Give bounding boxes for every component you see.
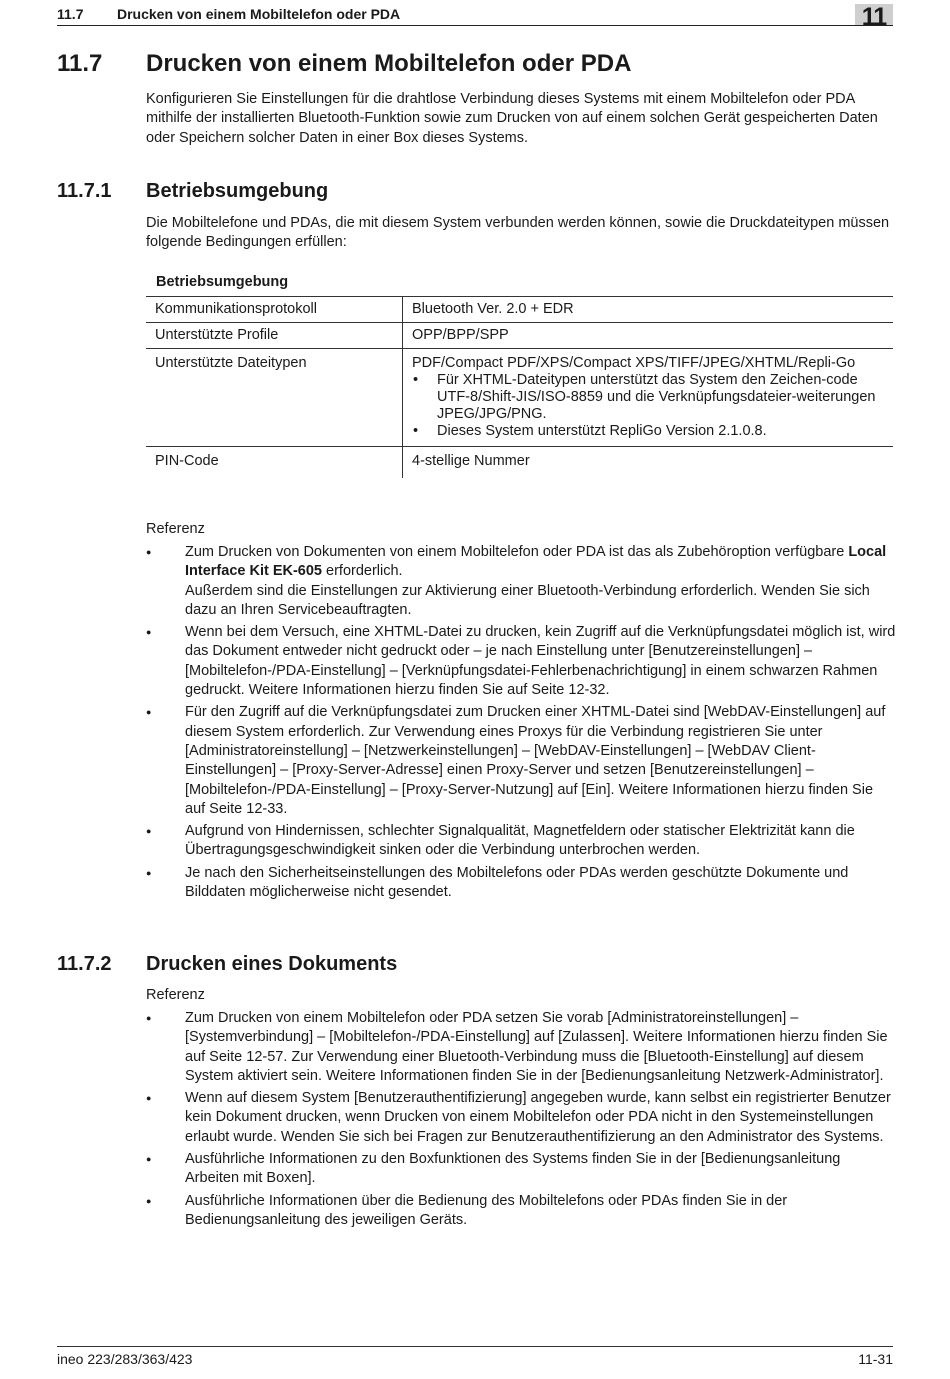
table-cell-label: Unterstützte Dateitypen [146, 349, 403, 447]
list-item [146, 543, 896, 620]
table-cell-value: OPP/BPP/SPP [412, 327, 509, 343]
filetypes-notes [412, 372, 884, 440]
footer-model: ineo 223/283/363/423 [57, 1351, 193, 1367]
page-number: 11-31 [858, 1351, 893, 1367]
environment-table [146, 296, 893, 478]
chapter-badge: 11 [855, 4, 893, 26]
table-cell-label: Kommunikationsprotokoll [146, 297, 403, 323]
reference-label: Referenz [146, 521, 205, 537]
product-name: Local Interface Kit EK-605 [185, 544, 887, 580]
header-divider [57, 25, 893, 26]
list-item-text: erforderlich. [326, 563, 403, 580]
list-item: ● Wenn auf diesem System [Benutzerauthentifizierung] angegeben wurde, kann selbst ein registrierter Benutzer kein Dokument drucken, wenn Drucken von einem Mobiltelefon oder PDA nicht in den Systemeinstellungen erlaubt wurde. Wenden Sie sich bei Fragen zur Benutzerauthentifizierung an den Administrator des Systems. [146, 1089, 896, 1147]
filetypes-text: PDF/Compact PDF/XPS/Compact XPS/TIFF/JPEG/XHTML/Repli-Go [412, 355, 856, 371]
section-title: Drucken von einem Mobiltelefon oder PDA [146, 50, 632, 77]
list-item: ● Ausführliche Informationen über die Bedienung des Mobiltelefons oder PDAs finden Sie in der Bedienungsanleitung des jeweiligen Geräts. [146, 1192, 896, 1231]
list-item-text: Zum Drucken von Dokumenten von einem Mobiltelefon oder PDA ist das als Zubehöroption verfügbare [185, 544, 845, 560]
list-item: ● Je nach den Sicherheitseinstellungen des Mobiltelefons oder PDAs werden geschützte Dokumente und Bilddaten möglicherweise nicht gesendet. [146, 864, 896, 903]
table-row [146, 447, 893, 479]
footer-divider [57, 1346, 893, 1347]
running-header-title: Drucken von einem Mobiltelefon oder PDA [117, 6, 401, 22]
list-item-extra: Außerdem sind die Einstellungen zur Aktivierung einer Bluetooth-Verbindung erforderlich. Wenden Sie sich dazu an Ihren Servicebeauftragten. [185, 582, 870, 618]
reference-list-1 [146, 543, 896, 905]
list-item: ● Zum Drucken von einem Mobiltelefon oder PDA setzen Sie vorab [Administratoreinstellungen] – [Systemverbindung] – [Mobiltelefon-/PDA-Einstellung] auf [Zulassen]. Weitere Informationen hierzu finden Sie auf Seite 12-57. Zur Verwendung einer Bluetooth-Verbindung muss die [Bluetooth-Einstellung] auf diesem System aktiviert sein. Weitere Informationen finden Sie in der [Bedienungsanleitung Netzwerk-Administrator]. [146, 1009, 896, 1086]
subsection-1-intro: Die Mobiltelefone und PDAs, die mit diesem System verbunden werden können, sowie die Druckdateitypen müssen folgende Bedingungen erfüllen: [146, 215, 890, 251]
list-item: ● Ausführliche Informationen zu den Boxfunktionen des Systems finden Sie in der [Bedienungsanleitung Arbeiten mit Boxen]. [146, 1150, 896, 1189]
subsection-2-title: Drucken eines Dokuments [146, 953, 398, 975]
reference-label: Referenz [146, 987, 205, 1003]
section-intro: Konfigurieren Sie Einstellungen für die drahtlose Verbindung dieses Systems mit einem Mobiltelefon oder PDA mithilfe der installierten Bluetooth-Funktion sowie zum Drucken von auf einem solchen Gerät gespeicherten Daten oder Speichern solcher Daten in einer Box dieses Systems. [146, 91, 878, 146]
table-row [146, 323, 893, 349]
table-cell-label: Unterstützte Profile [146, 323, 403, 349]
filetypes-note: • Dieses System unterstützt RepliGo Version 2.1.0.8. [412, 423, 884, 440]
subsection-1-title: Betriebsumgebung [146, 180, 329, 202]
table-cell-value: 4-stellige Nummer [412, 453, 530, 469]
table-title: Betriebsumgebung [156, 274, 289, 290]
reference-list-2 [146, 1009, 896, 1233]
table-cell-value-filetypes [403, 349, 894, 447]
table-row [146, 297, 893, 323]
list-item: ● Für den Zugriff auf die Verknüpfungsdatei zum Drucken einer XHTML-Datei sind [WebDAV-Einstellungen] auf diesem System erforderlich. Zur Verwendung eines Proxys für die Verbindung registrieren Sie unter [Administratoreinstellung] – [Netzwerkeinstellungen] – [WebDAV-Einstellungen] – [WebDAV Client-Einstellungen] – [Proxy-Server-Adresse] einen Proxy-Server und setzen [Benutzereinstellungen] – [Mobiltelefon-/PDA-Einstellung] – [Proxy-Server-Nutzung] auf [Ein]. Weitere Informationen hierzu finden Sie auf Seite 12-33. [146, 703, 896, 819]
table-cell-label: PIN-Code [146, 447, 403, 479]
section-number: 11.7 [57, 50, 103, 77]
list-item: ● Aufgrund von Hindernissen, schlechter Signalqualität, Magnetfeldern oder statischer Elektrizität kann die Übertragungsgeschwindigkeit sinken oder die Verbindung unterbrochen werden. [146, 822, 896, 861]
list-item: ● Wenn bei dem Versuch, eine XHTML-Datei zu drucken, kein Zugriff auf die Verknüpfungsdatei möglich ist, wird das Dokument entweder nicht gedruckt oder – je nach Einstellung unter [Benutzereinstellungen] – [Mobiltelefon-/PDA-Einstellung] – [Verknüpfungsdatei-Fehlerbenachrichtigung] in einem schwarzen Rahmen gedruckt. Weitere Informationen hierzu finden Sie auf Seite 12-32. [146, 623, 896, 700]
subsection-2-number: 11.7.2 [57, 953, 112, 975]
table-row [146, 349, 893, 447]
subsection-1-number: 11.7.1 [57, 180, 112, 202]
table-cell-value: Bluetooth Ver. 2.0 + EDR [412, 301, 574, 317]
filetypes-note: • Für XHTML-Dateitypen unterstützt das System den Zeichen-code UTF-8/Shift-JIS/ISO-8859 und die Verknüpfungsdateier-weiterungen JPEG/JPG/PNG. [412, 372, 884, 423]
running-header-section-number: 11.7 [57, 6, 84, 22]
